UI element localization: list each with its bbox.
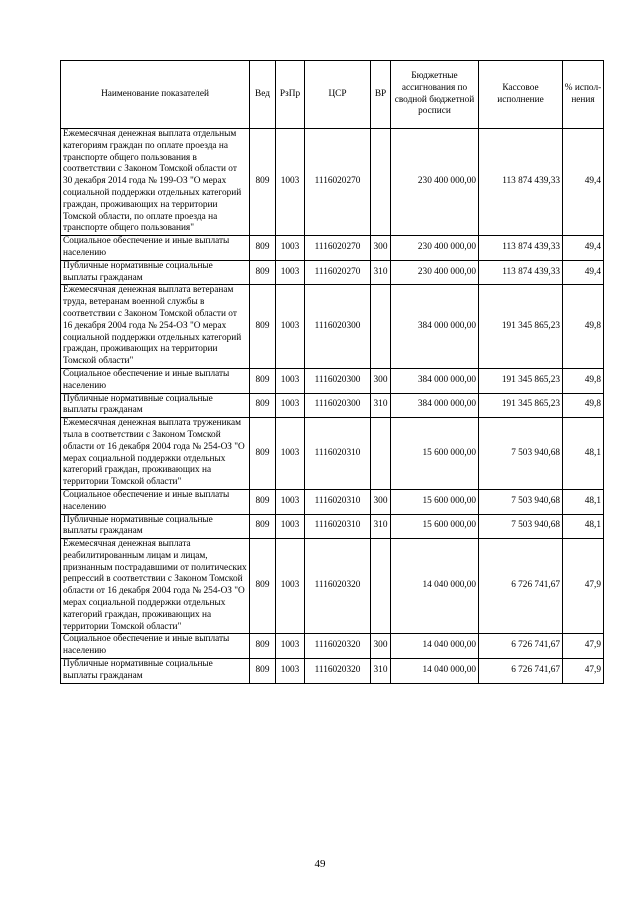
cell-budget: 230 400 000,00 [391, 260, 479, 285]
header-budget: Бюджетные ассигнования по сводной бюджетной росписи [391, 61, 479, 129]
table-row [61, 539, 604, 634]
cell-ved: 809 [250, 393, 276, 418]
cell-name: Ежемесячная денежная выплата ветеранам труда, ветеранам военной службы в соответствии с Законом Томской области от 16 декабря 2004 года № 254-ОЗ "О мерах социальной поддержки отдельных категорий граждан, проживающих на территории Томской области" [61, 285, 250, 369]
cell-ved: 809 [250, 129, 276, 236]
cell-ved: 809 [250, 236, 276, 261]
cell-name: Публичные нормативные социальные выплаты гражданам [61, 260, 250, 285]
table-header-row [61, 61, 604, 129]
table-row [61, 514, 604, 539]
cell-rzpr: 1003 [276, 260, 305, 285]
cell-name: Ежемесячная денежная выплата реабилитированным лицам и лицам, признанным пострадавшими от политических репрессий в соответствии с Законом Томской области от 16 декабря 2004 года № 254-ОЗ "О мерах социальной поддержки отдельных категорий граждан, проживающих на территории Томской области" [61, 539, 250, 634]
cell-name: Публичные нормативные социальные выплаты гражданам [61, 514, 250, 539]
cell-rzpr: 1003 [276, 236, 305, 261]
cell-vr: 310 [371, 514, 391, 539]
cell-rzpr: 1003 [276, 393, 305, 418]
budget-table [60, 60, 604, 684]
cell-cash: 113 874 439,33 [479, 260, 563, 285]
cell-pct: 49,8 [563, 393, 604, 418]
cell-pct: 49,4 [563, 260, 604, 285]
cell-budget: 384 000 000,00 [391, 285, 479, 369]
cell-name: Социальное обеспечение и иные выплаты населению [61, 634, 250, 659]
cell-csr: 1116020270 [305, 260, 371, 285]
cell-budget: 384 000 000,00 [391, 368, 479, 393]
page-number: 49 [314, 858, 326, 870]
cell-rzpr: 1003 [276, 539, 305, 634]
cell-budget: 14 040 000,00 [391, 539, 479, 634]
cell-pct: 49,8 [563, 285, 604, 369]
cell-name: Ежемесячная денежная выплата труженикам тыла в соответствии с Законом Томской области от 16 декабря 2004 года № 254-ОЗ "О мерах социальной поддержки отдельных категорий граждан, проживающих на территории Томской области" [61, 418, 250, 490]
table-row [61, 634, 604, 659]
cell-vr: 310 [371, 260, 391, 285]
cell-name: Публичные нормативные социальные выплаты гражданам [61, 659, 250, 684]
cell-cash: 6 726 741,67 [479, 659, 563, 684]
cell-rzpr: 1003 [276, 368, 305, 393]
cell-csr: 1116020270 [305, 129, 371, 236]
cell-budget: 15 600 000,00 [391, 514, 479, 539]
table-row [61, 129, 604, 236]
cell-cash: 7 503 940,68 [479, 514, 563, 539]
cell-pct: 48,1 [563, 418, 604, 490]
cell-rzpr: 1003 [276, 634, 305, 659]
table-row [61, 260, 604, 285]
table-row [61, 418, 604, 490]
table-row [61, 236, 604, 261]
cell-pct: 47,9 [563, 659, 604, 684]
cell-ved: 809 [250, 514, 276, 539]
cell-vr: 300 [371, 489, 391, 514]
cell-budget: 14 040 000,00 [391, 634, 479, 659]
cell-cash: 6 726 741,67 [479, 539, 563, 634]
cell-pct: 49,8 [563, 368, 604, 393]
header-pct: % испол-нения [563, 61, 604, 129]
cell-csr: 1116020310 [305, 418, 371, 490]
header-vr: ВР [371, 61, 391, 129]
cell-budget: 15 600 000,00 [391, 418, 479, 490]
cell-pct: 49,4 [563, 236, 604, 261]
table-row [61, 393, 604, 418]
cell-name: Социальное обеспечение и иные выплаты населению [61, 236, 250, 261]
table-row [61, 368, 604, 393]
cell-cash: 191 345 865,23 [479, 393, 563, 418]
cell-ved: 809 [250, 539, 276, 634]
cell-name: Социальное обеспечение и иные выплаты населению [61, 489, 250, 514]
cell-ved: 809 [250, 634, 276, 659]
cell-ved: 809 [250, 368, 276, 393]
cell-cash: 191 345 865,23 [479, 285, 563, 369]
cell-ved: 809 [250, 489, 276, 514]
cell-vr: 310 [371, 393, 391, 418]
cell-vr [371, 129, 391, 236]
cell-rzpr: 1003 [276, 514, 305, 539]
cell-csr: 1116020310 [305, 489, 371, 514]
cell-cash: 191 345 865,23 [479, 368, 563, 393]
cell-pct: 48,1 [563, 514, 604, 539]
cell-pct: 48,1 [563, 489, 604, 514]
cell-csr: 1116020270 [305, 236, 371, 261]
cell-ved: 809 [250, 260, 276, 285]
cell-pct: 47,9 [563, 634, 604, 659]
header-name: Наименование показателей [61, 61, 250, 129]
cell-ved: 809 [250, 285, 276, 369]
cell-rzpr: 1003 [276, 489, 305, 514]
cell-csr: 1116020300 [305, 368, 371, 393]
cell-vr: 300 [371, 634, 391, 659]
cell-csr: 1116020310 [305, 514, 371, 539]
cell-vr [371, 418, 391, 490]
cell-vr: 310 [371, 659, 391, 684]
cell-cash: 7 503 940,68 [479, 418, 563, 490]
cell-cash: 113 874 439,33 [479, 129, 563, 236]
cell-budget: 230 400 000,00 [391, 129, 479, 236]
cell-vr: 300 [371, 368, 391, 393]
cell-vr: 300 [371, 236, 391, 261]
table-row [61, 659, 604, 684]
table-row [61, 489, 604, 514]
cell-rzpr: 1003 [276, 659, 305, 684]
cell-vr [371, 539, 391, 634]
table-row [61, 285, 604, 369]
cell-csr: 1116020300 [305, 393, 371, 418]
cell-ved: 809 [250, 418, 276, 490]
header-ved: Вед [250, 61, 276, 129]
cell-csr: 1116020320 [305, 659, 371, 684]
cell-budget: 15 600 000,00 [391, 489, 479, 514]
cell-cash: 7 503 940,68 [479, 489, 563, 514]
cell-pct: 47,9 [563, 539, 604, 634]
cell-name: Социальное обеспечение и иные выплаты населению [61, 368, 250, 393]
cell-cash: 113 874 439,33 [479, 236, 563, 261]
cell-budget: 230 400 000,00 [391, 236, 479, 261]
cell-name: Ежемесячная денежная выплата отдельным категориям граждан по оплате проезда на транспорте общего пользования в соответствии с Законом Томской области от 30 декабря 2014 года № 199-ОЗ "О мерах социальной поддержки отдельных категорий граждан, проживающих на территории Томской области, по оплате проезда на транспорте общего пользования" [61, 129, 250, 236]
cell-csr: 1116020320 [305, 539, 371, 634]
cell-pct: 49,4 [563, 129, 604, 236]
cell-rzpr: 1003 [276, 129, 305, 236]
header-rzpr: РзПр [276, 61, 305, 129]
cell-rzpr: 1003 [276, 285, 305, 369]
header-csr: ЦСР [305, 61, 371, 129]
header-cash: Кассовое исполнение [479, 61, 563, 129]
cell-csr: 1116020320 [305, 634, 371, 659]
cell-vr [371, 285, 391, 369]
cell-rzpr: 1003 [276, 418, 305, 490]
cell-budget: 14 040 000,00 [391, 659, 479, 684]
cell-csr: 1116020300 [305, 285, 371, 369]
cell-budget: 384 000 000,00 [391, 393, 479, 418]
cell-ved: 809 [250, 659, 276, 684]
cell-cash: 6 726 741,67 [479, 634, 563, 659]
cell-name: Публичные нормативные социальные выплаты гражданам [61, 393, 250, 418]
